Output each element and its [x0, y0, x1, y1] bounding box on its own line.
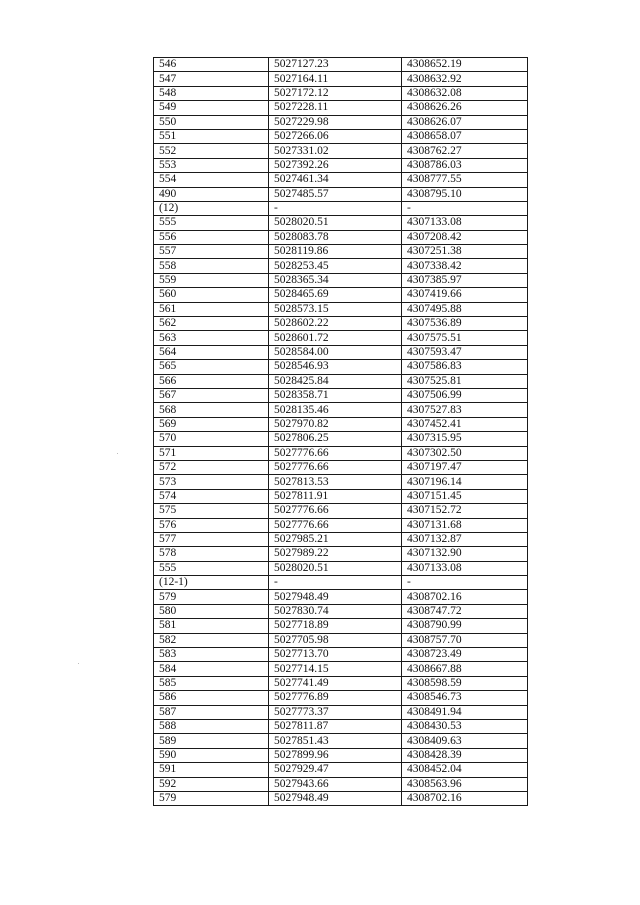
- table-row: [154, 460, 528, 474]
- table-row: [154, 475, 528, 489]
- y-coordinate-cell: 4308452.04: [402, 763, 528, 777]
- y-coordinate-cell: 4307152.72: [402, 504, 528, 518]
- y-coordinate-cell: 4308795.10: [402, 187, 528, 201]
- x-coordinate-cell: 5027776.66: [269, 446, 402, 460]
- x-coordinate-cell: 5027830.74: [269, 604, 402, 618]
- point-number-cell: 583: [154, 648, 269, 662]
- table-row: [154, 734, 528, 748]
- point-number-cell: 572: [154, 460, 269, 474]
- table-row: [154, 719, 528, 733]
- section-header-row: [154, 201, 528, 215]
- x-coordinate-cell: 5027266.06: [269, 129, 402, 143]
- x-coordinate-cell: 5028465.69: [269, 288, 402, 302]
- x-coordinate-cell: 5028020.51: [269, 216, 402, 230]
- y-coordinate-cell: 4307133.08: [402, 561, 528, 575]
- scan-speck: [78, 663, 79, 664]
- x-coordinate-cell: 5028365.34: [269, 273, 402, 287]
- table-row: [154, 547, 528, 561]
- table-row: [154, 662, 528, 676]
- x-coordinate-cell: -: [269, 201, 402, 215]
- table-row: [154, 230, 528, 244]
- x-coordinate-cell: 5027943.66: [269, 777, 402, 791]
- point-number-cell: 566: [154, 374, 269, 388]
- x-coordinate-cell: 5028083.78: [269, 230, 402, 244]
- x-coordinate-cell: 5027127.23: [269, 58, 402, 72]
- x-coordinate-cell: 5027713.70: [269, 648, 402, 662]
- table-row: [154, 676, 528, 690]
- y-coordinate-cell: 4308777.55: [402, 173, 528, 187]
- table-row: [154, 763, 528, 777]
- x-coordinate-cell: 5027776.66: [269, 460, 402, 474]
- point-number-cell: 575: [154, 504, 269, 518]
- table-row: [154, 388, 528, 402]
- x-coordinate-cell: 5027461.34: [269, 173, 402, 187]
- table-row: [154, 86, 528, 100]
- table-row: [154, 432, 528, 446]
- point-number-cell: 565: [154, 360, 269, 374]
- x-coordinate-cell: 5028119.86: [269, 245, 402, 259]
- x-coordinate-cell: 5028425.84: [269, 374, 402, 388]
- y-coordinate-cell: 4308747.72: [402, 604, 528, 618]
- y-coordinate-cell: 4307315.95: [402, 432, 528, 446]
- y-coordinate-cell: 4307197.47: [402, 460, 528, 474]
- x-coordinate-cell: 5028358.71: [269, 388, 402, 402]
- point-number-cell: 580: [154, 604, 269, 618]
- y-coordinate-cell: 4308428.39: [402, 748, 528, 762]
- y-coordinate-cell: 4307586.83: [402, 360, 528, 374]
- x-coordinate-cell: 5027172.12: [269, 86, 402, 100]
- x-coordinate-cell: 5028601.72: [269, 331, 402, 345]
- table-row: [154, 245, 528, 259]
- point-number-cell: 584: [154, 662, 269, 676]
- table-row: [154, 216, 528, 230]
- table-row: [154, 187, 528, 201]
- x-coordinate-cell: 5027948.49: [269, 590, 402, 604]
- point-number-cell: 564: [154, 345, 269, 359]
- table-row: [154, 590, 528, 604]
- scan-speck: [117, 453, 118, 454]
- x-coordinate-cell: 5027929.47: [269, 763, 402, 777]
- point-number-cell: (12): [154, 201, 269, 215]
- point-number-cell: 547: [154, 72, 269, 86]
- x-coordinate-cell: 5027811.87: [269, 719, 402, 733]
- x-coordinate-cell: 5028602.22: [269, 317, 402, 331]
- table-row: [154, 648, 528, 662]
- y-coordinate-cell: 4307525.81: [402, 374, 528, 388]
- y-coordinate-cell: 4307208.42: [402, 230, 528, 244]
- x-coordinate-cell: 5028020.51: [269, 561, 402, 575]
- y-coordinate-cell: 4308702.16: [402, 791, 528, 805]
- table-row: [154, 532, 528, 546]
- point-number-cell: 573: [154, 475, 269, 489]
- y-coordinate-cell: 4307338.42: [402, 259, 528, 273]
- y-coordinate-cell: 4307593.47: [402, 345, 528, 359]
- y-coordinate-cell: 4308658.07: [402, 129, 528, 143]
- table-row: [154, 259, 528, 273]
- point-number-cell: 581: [154, 619, 269, 633]
- point-number-cell: 579: [154, 791, 269, 805]
- y-coordinate-cell: 4307132.90: [402, 547, 528, 561]
- x-coordinate-cell: 5028135.46: [269, 403, 402, 417]
- table-row: [154, 158, 528, 172]
- table-row: [154, 360, 528, 374]
- point-number-cell: 587: [154, 705, 269, 719]
- table-row: [154, 504, 528, 518]
- point-number-cell: 585: [154, 676, 269, 690]
- y-coordinate-cell: 4308409.63: [402, 734, 528, 748]
- x-coordinate-cell: 5027776.89: [269, 691, 402, 705]
- y-coordinate-cell: 4307506.99: [402, 388, 528, 402]
- y-coordinate-cell: -: [402, 201, 528, 215]
- table-row: [154, 791, 528, 805]
- point-number-cell: 557: [154, 245, 269, 259]
- table-row: [154, 691, 528, 705]
- y-coordinate-cell: 4308632.08: [402, 86, 528, 100]
- y-coordinate-cell: 4308667.88: [402, 662, 528, 676]
- table-row: [154, 173, 528, 187]
- y-coordinate-cell: 4307133.08: [402, 216, 528, 230]
- y-coordinate-cell: 4307132.87: [402, 532, 528, 546]
- x-coordinate-cell: 5027989.22: [269, 547, 402, 561]
- point-number-cell: 591: [154, 763, 269, 777]
- point-number-cell: 567: [154, 388, 269, 402]
- table-row: [154, 417, 528, 431]
- point-number-cell: 592: [154, 777, 269, 791]
- table-row: [154, 129, 528, 143]
- y-coordinate-cell: 4308790.99: [402, 619, 528, 633]
- x-coordinate-cell: 5027806.25: [269, 432, 402, 446]
- table-row: [154, 561, 528, 575]
- y-coordinate-cell: 4308430.53: [402, 719, 528, 733]
- y-coordinate-cell: 4308491.94: [402, 705, 528, 719]
- table-row: [154, 288, 528, 302]
- point-number-cell: 555: [154, 216, 269, 230]
- point-number-cell: 549: [154, 101, 269, 115]
- x-coordinate-cell: 5027705.98: [269, 633, 402, 647]
- table-row: [154, 748, 528, 762]
- y-coordinate-cell: 4308762.27: [402, 144, 528, 158]
- table-row: [154, 345, 528, 359]
- table-row: [154, 58, 528, 72]
- y-coordinate-cell: 4308757.70: [402, 633, 528, 647]
- point-number-cell: 553: [154, 158, 269, 172]
- y-coordinate-cell: 4307385.97: [402, 273, 528, 287]
- y-coordinate-cell: 4307419.66: [402, 288, 528, 302]
- point-number-cell: 554: [154, 173, 269, 187]
- x-coordinate-cell: 5027392.26: [269, 158, 402, 172]
- y-coordinate-cell: 4308702.16: [402, 590, 528, 604]
- y-coordinate-cell: 4308652.19: [402, 58, 528, 72]
- x-coordinate-cell: 5027718.89: [269, 619, 402, 633]
- coordinate-table: [153, 57, 528, 806]
- table-row: [154, 101, 528, 115]
- point-number-cell: 550: [154, 115, 269, 129]
- point-number-cell: (12-1): [154, 576, 269, 590]
- x-coordinate-cell: 5027948.49: [269, 791, 402, 805]
- y-coordinate-cell: 4307527.83: [402, 403, 528, 417]
- point-number-cell: 568: [154, 403, 269, 417]
- x-coordinate-cell: 5027229.98: [269, 115, 402, 129]
- y-coordinate-cell: 4308563.96: [402, 777, 528, 791]
- point-number-cell: 559: [154, 273, 269, 287]
- table-row: [154, 619, 528, 633]
- y-coordinate-cell: 4307302.50: [402, 446, 528, 460]
- y-coordinate-cell: 4307452.41: [402, 417, 528, 431]
- x-coordinate-cell: 5027851.43: [269, 734, 402, 748]
- x-coordinate-cell: 5027228.11: [269, 101, 402, 115]
- y-coordinate-cell: 4308546.73: [402, 691, 528, 705]
- y-coordinate-cell: 4307131.68: [402, 518, 528, 532]
- x-coordinate-cell: -: [269, 576, 402, 590]
- table-row: [154, 633, 528, 647]
- y-coordinate-cell: 4307495.88: [402, 302, 528, 316]
- x-coordinate-cell: 5027985.21: [269, 532, 402, 546]
- y-coordinate-cell: 4308632.92: [402, 72, 528, 86]
- y-coordinate-cell: 4308786.03: [402, 158, 528, 172]
- point-number-cell: 560: [154, 288, 269, 302]
- x-coordinate-cell: 5027811.91: [269, 489, 402, 503]
- y-coordinate-cell: 4307151.45: [402, 489, 528, 503]
- point-number-cell: 576: [154, 518, 269, 532]
- section-header-row: [154, 576, 528, 590]
- x-coordinate-cell: 5027164.11: [269, 72, 402, 86]
- y-coordinate-cell: 4308626.26: [402, 101, 528, 115]
- y-coordinate-cell: 4308723.49: [402, 648, 528, 662]
- y-coordinate-cell: 4307536.89: [402, 317, 528, 331]
- point-number-cell: 552: [154, 144, 269, 158]
- x-coordinate-cell: 5027813.53: [269, 475, 402, 489]
- y-coordinate-cell: 4308626.07: [402, 115, 528, 129]
- point-number-cell: 490: [154, 187, 269, 201]
- y-coordinate-cell: 4307575.51: [402, 331, 528, 345]
- point-number-cell: 570: [154, 432, 269, 446]
- point-number-cell: 556: [154, 230, 269, 244]
- x-coordinate-cell: 5027970.82: [269, 417, 402, 431]
- table-row: [154, 403, 528, 417]
- point-number-cell: 574: [154, 489, 269, 503]
- point-number-cell: 590: [154, 748, 269, 762]
- point-number-cell: 555: [154, 561, 269, 575]
- table-row: [154, 115, 528, 129]
- table-row: [154, 317, 528, 331]
- point-number-cell: 582: [154, 633, 269, 647]
- y-coordinate-cell: 4308598.59: [402, 676, 528, 690]
- point-number-cell: 577: [154, 532, 269, 546]
- coordinate-table-body: [154, 58, 528, 806]
- x-coordinate-cell: 5027741.49: [269, 676, 402, 690]
- table-row: [154, 604, 528, 618]
- point-number-cell: 586: [154, 691, 269, 705]
- point-number-cell: 589: [154, 734, 269, 748]
- point-number-cell: 558: [154, 259, 269, 273]
- x-coordinate-cell: 5028573.15: [269, 302, 402, 316]
- y-coordinate-cell: 4307251.38: [402, 245, 528, 259]
- table-row: [154, 518, 528, 532]
- x-coordinate-cell: 5027773.37: [269, 705, 402, 719]
- table-row: [154, 446, 528, 460]
- x-coordinate-cell: 5028546.93: [269, 360, 402, 374]
- x-coordinate-cell: 5027776.66: [269, 504, 402, 518]
- point-number-cell: 563: [154, 331, 269, 345]
- table-row: [154, 489, 528, 503]
- table-row: [154, 705, 528, 719]
- table-row: [154, 72, 528, 86]
- x-coordinate-cell: 5027714.15: [269, 662, 402, 676]
- x-coordinate-cell: 5027485.57: [269, 187, 402, 201]
- x-coordinate-cell: 5028253.45: [269, 259, 402, 273]
- point-number-cell: 548: [154, 86, 269, 100]
- point-number-cell: 551: [154, 129, 269, 143]
- point-number-cell: 588: [154, 719, 269, 733]
- table-row: [154, 374, 528, 388]
- point-number-cell: 569: [154, 417, 269, 431]
- point-number-cell: 561: [154, 302, 269, 316]
- table-row: [154, 302, 528, 316]
- y-coordinate-cell: -: [402, 576, 528, 590]
- x-coordinate-cell: 5027331.02: [269, 144, 402, 158]
- table-row: [154, 273, 528, 287]
- point-number-cell: 579: [154, 590, 269, 604]
- table-row: [154, 777, 528, 791]
- point-number-cell: 562: [154, 317, 269, 331]
- table-row: [154, 144, 528, 158]
- point-number-cell: 546: [154, 58, 269, 72]
- table-row: [154, 331, 528, 345]
- y-coordinate-cell: 4307196.14: [402, 475, 528, 489]
- x-coordinate-cell: 5027899.96: [269, 748, 402, 762]
- x-coordinate-cell: 5028584.00: [269, 345, 402, 359]
- point-number-cell: 578: [154, 547, 269, 561]
- x-coordinate-cell: 5027776.66: [269, 518, 402, 532]
- point-number-cell: 571: [154, 446, 269, 460]
